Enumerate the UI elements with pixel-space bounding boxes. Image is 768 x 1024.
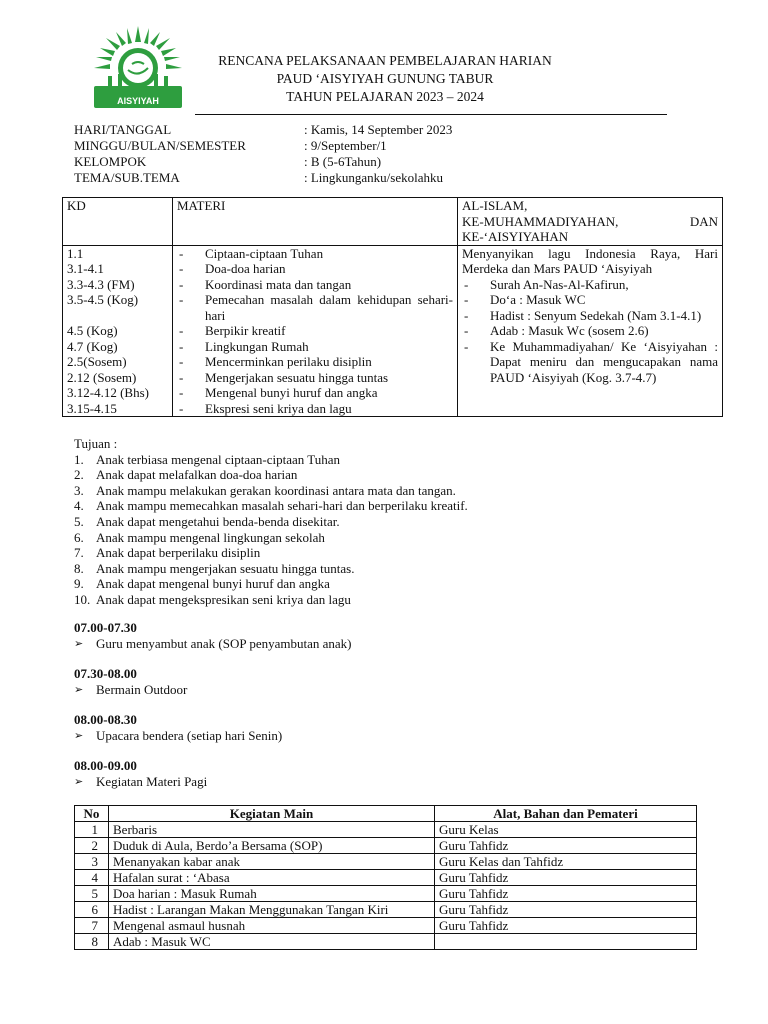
kd-code: 3.5-4.5 (Kog) [67,292,139,307]
kegiatan-header: Kegiatan Main [109,806,435,822]
row-alat: Guru Tahfidz [435,902,697,918]
tujuan-item [74,483,714,499]
header-divider [195,114,667,115]
kd-code: 2.12 (Sosem) [67,369,137,385]
islam-cell [458,245,723,417]
tujuan-list [74,452,714,608]
dash-bullet: - [179,385,184,400]
row-alat: Guru Tahfidz [435,838,697,854]
info-value: : 9/September/1 [304,138,387,153]
tujuan-section [74,436,714,608]
kd-code: 1.1 [67,245,84,261]
table-row [75,838,697,854]
materi-text: Ekspresi seni kriya dan lagu [205,400,352,416]
kd-code: 3.15-4.15 [67,400,117,416]
tujuan-number: 7. [74,545,84,561]
row-alat: Guru Kelas dan Tahfidz [435,854,697,870]
materi-text: Lingkungan Rumah [205,338,309,354]
no-header: No [75,806,109,822]
row-number: 5 [75,886,109,902]
islam-text: Surah An-Nas-Al-Kafirun, [490,276,629,292]
materi-item [177,277,453,293]
materi-item [177,246,453,262]
alat-header: Alat, Bahan dan Pemateri [435,806,697,822]
table-row [75,822,697,838]
info-label: KELOMPOK [74,154,147,169]
dash-bullet: - [464,292,469,307]
islam-item [462,308,718,324]
row-number: 6 [75,902,109,918]
schedule-text: Guru menyambut anak (SOP penyambutan anak) [96,636,352,651]
tujuan-title: Tujuan : [74,436,118,451]
header-line-1: RENCANA PELAKSANAAN PEMBELAJARAN HARIAN [218,53,552,68]
tujuan-number: 8. [74,560,84,576]
islam-header-line: KE-‘AISYIYAHAN [462,229,569,244]
dash-bullet: - [179,338,184,354]
info-row [74,122,714,138]
schedule-time: 08.00-08.30 [74,712,137,727]
schedule-item [74,774,714,790]
schedule-block [74,620,714,652]
islam-header-word: KE-MUHAMMADIYAHAN, [462,213,619,229]
schedule-text: Kegiatan Materi Pagi [96,774,208,789]
tujuan-text: Anak dapat berperilaku disiplin [96,545,261,561]
info-row [74,154,714,170]
materi-item [177,261,453,277]
kd-code: 4.7 (Kog) [67,338,118,354]
row-alat: Guru Kelas [435,822,697,838]
arrow-bullet-icon: ➢ [74,729,84,742]
schedule-time: 07.00-07.30 [74,620,137,635]
kd-code [67,308,168,324]
kd-header: KD [63,198,173,246]
info-label: TEMA/SUB.TEMA [74,170,180,185]
islam-header-line [462,214,718,230]
activity-table [74,805,697,950]
schedule-item [74,636,714,652]
tujuan-text: Anak mampu melakukan gerakan koordinasi antara mata dan tangan. [96,482,456,498]
row-kegiatan: Mengenal asmaul husnah [109,918,435,934]
tujuan-number: 6. [74,529,84,545]
kd-table-header [63,198,723,246]
aisyiyah-logo-icon [90,24,186,112]
info-block [74,122,714,186]
info-label: HARI/TANGGAL [74,122,172,137]
tujuan-number: 2. [74,467,84,483]
islam-text: Do‘a : Masuk WC [490,292,586,307]
kd-code: 3.3-4.3 (FM) [67,276,135,292]
tujuan-text: Anak dapat mengekspresikan seni kriya dan lagu [96,591,351,607]
table-row [75,934,697,950]
islam-item [462,277,718,293]
materi-item [177,323,453,339]
dash-bullet: - [179,245,184,261]
arrow-bullet-icon: ➢ [74,683,84,696]
row-number: 7 [75,918,109,934]
row-kegiatan: Doa harian : Masuk Rumah [109,886,435,902]
row-alat: Guru Tahfidz [435,918,697,934]
dash-bullet: - [179,276,184,292]
materi-item [177,401,453,417]
kd-code: 3.12-4.12 (Bhs) [67,385,149,400]
tujuan-item [74,467,714,483]
table-row [75,854,697,870]
materi-item [177,339,453,355]
table-row [75,886,697,902]
tujuan-item [74,514,714,530]
table-row [75,918,697,934]
row-number: 1 [75,822,109,838]
tujuan-text: Anak mampu mengerjakan sesuatu hingga tuntas. [96,560,355,576]
islam-header-line: AL-ISLAM, [462,198,528,213]
islam-text: Ke Muhammadiyahan/ Ke ‘Aisyiyahan : Dapat meniru dan mengucapakan nama PAUD ‘Aisyiyah (Kog. 3.7-4.7) [490,338,718,385]
schedule-item [74,728,714,744]
islam-item [462,292,718,308]
islam-text: Hadist : Senyum Sedekah (Nam 3.1-4.1) [490,307,702,323]
tujuan-number: 4. [74,498,84,514]
materi-text: Mencerminkan perilaku disiplin [205,354,372,369]
materi-text: Mengenal bunyi huruf dan angka [205,385,378,400]
kd-code: 3.1-4.1 [67,261,104,276]
materi-item [177,385,453,401]
row-alat: Guru Tahfidz [435,886,697,902]
kd-code: 4.5 (Kog) [67,323,118,338]
materi-cell [173,245,458,417]
materi-text: Koordinasi mata dan tangan [205,276,352,292]
dash-bullet: - [179,354,184,369]
info-value: : B (5-6Tahun) [304,154,382,169]
schedule-block [74,712,714,744]
tujuan-text: Anak dapat mengenal bunyi huruf dan angka [96,576,330,592]
schedule-block [74,666,714,698]
tujuan-text: Anak dapat mengetahui benda-benda disekitar. [96,513,340,529]
arrow-bullet-icon: ➢ [74,775,84,788]
row-alat: Guru Tahfidz [435,870,697,886]
row-number: 8 [75,934,109,950]
row-kegiatan: Menanyakan kabar anak [109,854,435,870]
materi-text: Mengerjakan sesuatu hingga tuntas [205,369,389,385]
tujuan-item [74,592,714,608]
info-value: : Kamis, 14 September 2023 [304,122,453,137]
islam-intro: Menyanyikan lagu Indonesia Raya, Hari Merdeka dan Mars PAUD ‘Aisyiyah [462,245,718,276]
header-line-3: TAHUN PELAJARAN 2023 – 2024 [286,89,484,104]
tujuan-number: 10. [74,591,91,607]
tujuan-item [74,576,714,592]
row-kegiatan: Duduk di Aula, Berdo’a Bersama (SOP) [109,838,435,854]
materi-item [177,354,453,370]
kd-table [62,197,723,417]
schedule-text: Bermain Outdoor [96,682,188,697]
tujuan-number: 3. [74,482,84,498]
islam-text: Adab : Masuk Wc (sosem 2.6) [490,323,649,338]
info-row [74,138,714,154]
header-line-2: PAUD ‘AISYIYAH GUNUNG TABUR [276,71,494,86]
schedule-text: Upacara bendera (setiap hari Senin) [96,728,283,743]
schedule-block [74,758,714,790]
schedule-time: 08.00-09.00 [74,758,137,773]
schedule-time: 07.30-08.00 [74,666,137,681]
materi-text: Doa-doa harian [205,261,286,276]
dash-bullet: - [179,369,184,385]
row-kegiatan: Hadist : Larangan Makan Menggunakan Tangan Kiri [109,902,435,918]
document-header [195,52,575,106]
islam-item [462,323,718,339]
tujuan-number: 9. [74,576,84,592]
dash-bullet: - [179,323,184,338]
row-number: 4 [75,870,109,886]
dash-bullet: - [464,276,469,292]
materi-item [177,292,453,323]
materi-item [177,370,453,386]
info-row [74,170,714,186]
tujuan-number: 1. [74,451,84,467]
row-alat [435,934,697,950]
tujuan-number: 5. [74,513,84,529]
tujuan-item [74,530,714,546]
islam-item [462,339,718,386]
row-kegiatan: Adab : Masuk WC [109,934,435,950]
row-kegiatan: Berbaris [109,822,435,838]
tujuan-text: Anak dapat melafalkan doa-doa harian [96,467,298,483]
logo-text: AISYIYAH [117,96,159,106]
kd-code: 2.5(Sosem) [67,354,127,369]
tujuan-text: Anak terbiasa mengenal ciptaan-ciptaan Tuhan [96,451,341,467]
dash-bullet: - [179,292,184,307]
dash-bullet: - [179,400,184,416]
materi-header: MATERI [173,198,458,246]
info-value: : Lingkunganku/sekolahku [304,170,444,185]
dash-bullet: - [179,261,184,276]
tujuan-text: Anak mampu memecahkan masalah sehari-hari dan berperilaku kreatif. [96,498,468,514]
islam-header-word: DAN [689,213,718,229]
tujuan-text: Anak mampu mengenal lingkungan sekolah [96,529,325,545]
materi-text: Pemecahan masalah dalam kehidupan sehari-hari [205,292,453,323]
tujuan-item [74,498,714,514]
row-kegiatan: Hafalan surat : ‘Abasa [109,870,435,886]
arrow-bullet-icon: ➢ [74,637,84,650]
kd-codes-cell [63,245,173,417]
table-row [75,902,697,918]
dash-bullet: - [464,338,469,354]
tujuan-item [74,452,714,468]
tujuan-item [74,545,714,561]
dash-bullet: - [464,323,469,338]
info-label: MINGGU/BULAN/SEMESTER [74,138,246,153]
tujuan-item [74,561,714,577]
dash-bullet: - [464,307,469,323]
row-number: 2 [75,838,109,854]
schedule-item [74,682,714,698]
materi-text: Ciptaan-ciptaan Tuhan [205,245,324,261]
activity-table-header [75,806,697,822]
islam-header [458,198,723,246]
kd-table-body [63,245,723,417]
materi-text: Berpikir kreatif [205,323,286,338]
row-number: 3 [75,854,109,870]
table-row [75,870,697,886]
